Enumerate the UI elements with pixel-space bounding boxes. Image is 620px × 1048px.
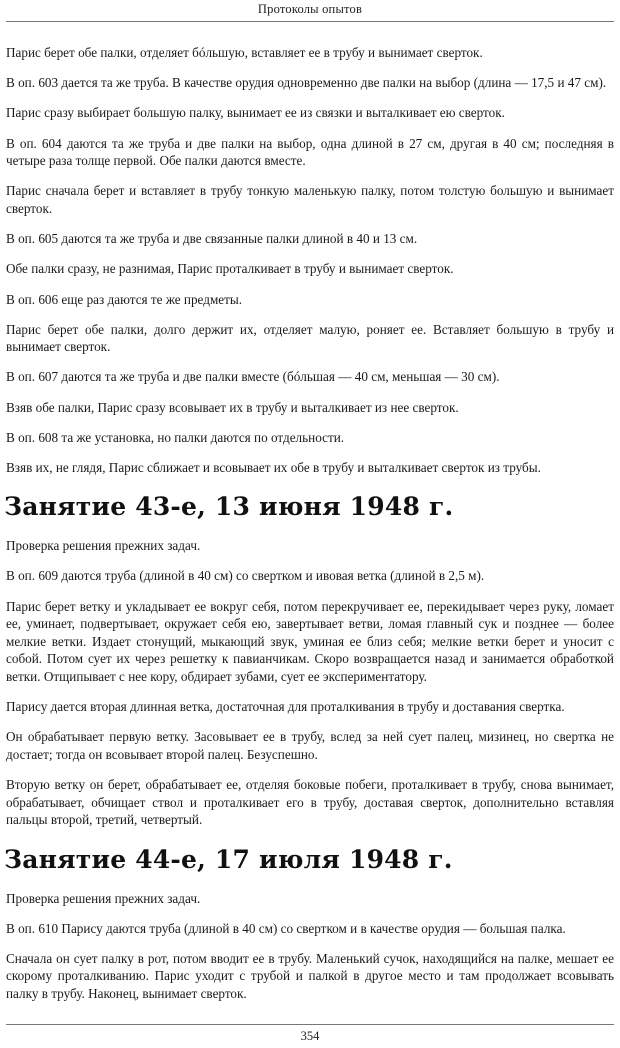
paragraph: В оп. 608 та же установка, но палки даются по отдельности. — [6, 429, 345, 445]
page-number: 354 — [300, 1029, 320, 1043]
paragraph: В оп. 603 дается та же труба. В качестве орудия одновременно две палки на выбор (длина — 17,5 и 47 см). — [6, 75, 607, 91]
paragraph: Взяв их, не глядя, Парис сближает и всовывает их обе в трубу и выталкивает сверток из трубы. — [6, 460, 541, 476]
paragraph: В оп. 605 даются та же труба и две связанные палки длиной в 40 и 13 см. — [6, 231, 418, 247]
running-header: Протоколы опытов — [257, 2, 363, 16]
section-heading: Занятие 43-е, 13 июня 1948 г. — [4, 492, 454, 522]
paragraph: Парис сразу выбирает большую палку, вынимает ее из связки и выталкивает ею сверток. — [6, 105, 505, 121]
paragraph: Вторую ветку он берет, обрабатывает ее, отделяя боковые побеги, проталкивает в трубу, снова вынимает, обрабатывает, обчищает ствол и проталкивает его в трубу, доставая сверток, дополнительно вставляя пальцы второй, третий, четвертый. — [6, 777, 614, 828]
paragraph: В оп. 604 даются та же труба и две палки на выбор, одна длиной в 27 см, другая в 40 см; последняя в четыре раза толще первой. Обе палки даются вместе. — [6, 135, 614, 169]
paragraph: Парису дается вторая длинная ветка, достаточная для проталкивания в трубу и доставания свертка. — [6, 699, 565, 715]
paragraph: Обе палки сразу, не разнимая, Парис проталкивает в трубу и вынимает сверток. — [6, 261, 454, 277]
paragraph: Он обрабатывает первую ветку. Засовывает ее в трубу, вслед за ней сует палец, мизинец, но свертка не достает; тогда он всовывает второй палец. Безуспешно. — [6, 729, 614, 762]
paragraph: В оп. 609 даются труба (длиной в 40 см) со свертком и ивовая ветка (длиной в 2,5 м). — [6, 568, 485, 584]
paragraph: Парис сначала берет и вставляет в трубу тонкую маленькую палку, потом толстую большую и вынимает сверток. — [6, 183, 614, 216]
footer-rule — [6, 1024, 614, 1025]
section-heading: Занятие 44-е, 17 июля 1948 г. — [4, 844, 453, 874]
paragraph: Проверка решения прежних задач. — [6, 538, 201, 554]
paragraph: Взяв обе палки, Парис сразу всовывает их в трубу и выталкивает из нее сверток. — [6, 399, 459, 415]
paragraph: Парис берет обе палки, отделяет бóльшую, вставляет ее в трубу и вынимает сверток. — [6, 45, 483, 60]
paragraph: В оп. 607 даются та же труба и две палки вместе (бóльшая — 40 см, меньшая — 30 см). — [6, 369, 500, 385]
paragraph: Парис берет ветку и укладывает ее вокруг себя, потом перекручивает ее, перекидывает через руку, ломает ее, уминает, подвертывает, окружает себя ею, завертывает ветви, ломая главный сук и позднее — более мелкие ветки. Издает стонущий, мыкающий звук, уминая ее близ себя; мелкие ветки берет и уносит с собой. Потом сует их через решетку к павианчикам. Скоро возвращается назад и занимается обработкой ветки. Отщипывает с нее кору, обдирает зубами, сует ее экспериментатору. — [6, 598, 614, 684]
paragraph: Сначала он сует палку в рот, потом вводит ее в трубу. Маленький сучок, находящийся на палке, мешает ее скорому проталкиванию. Парис уходит с трубой и палкой в другое место и там продолжает всовывать палку в трубу. Наконец, вынимает сверток. — [6, 950, 614, 1002]
page-body — [6, 44, 614, 1015]
paragraph: Проверка решения прежних задач. — [6, 890, 201, 906]
paragraph: В оп. 606 еще раз даются те же предметы. — [6, 291, 243, 307]
header-rule — [6, 21, 614, 22]
paragraph: В оп. 610 Парису даются труба (длиной в 40 см) со свертком и в качестве орудия — большая палка. — [6, 920, 566, 936]
paragraph: Парис берет обе палки, долго держит их, отделяет малую, роняет ее. Вставляет большую в трубу и вынимает сверток. — [6, 321, 614, 355]
